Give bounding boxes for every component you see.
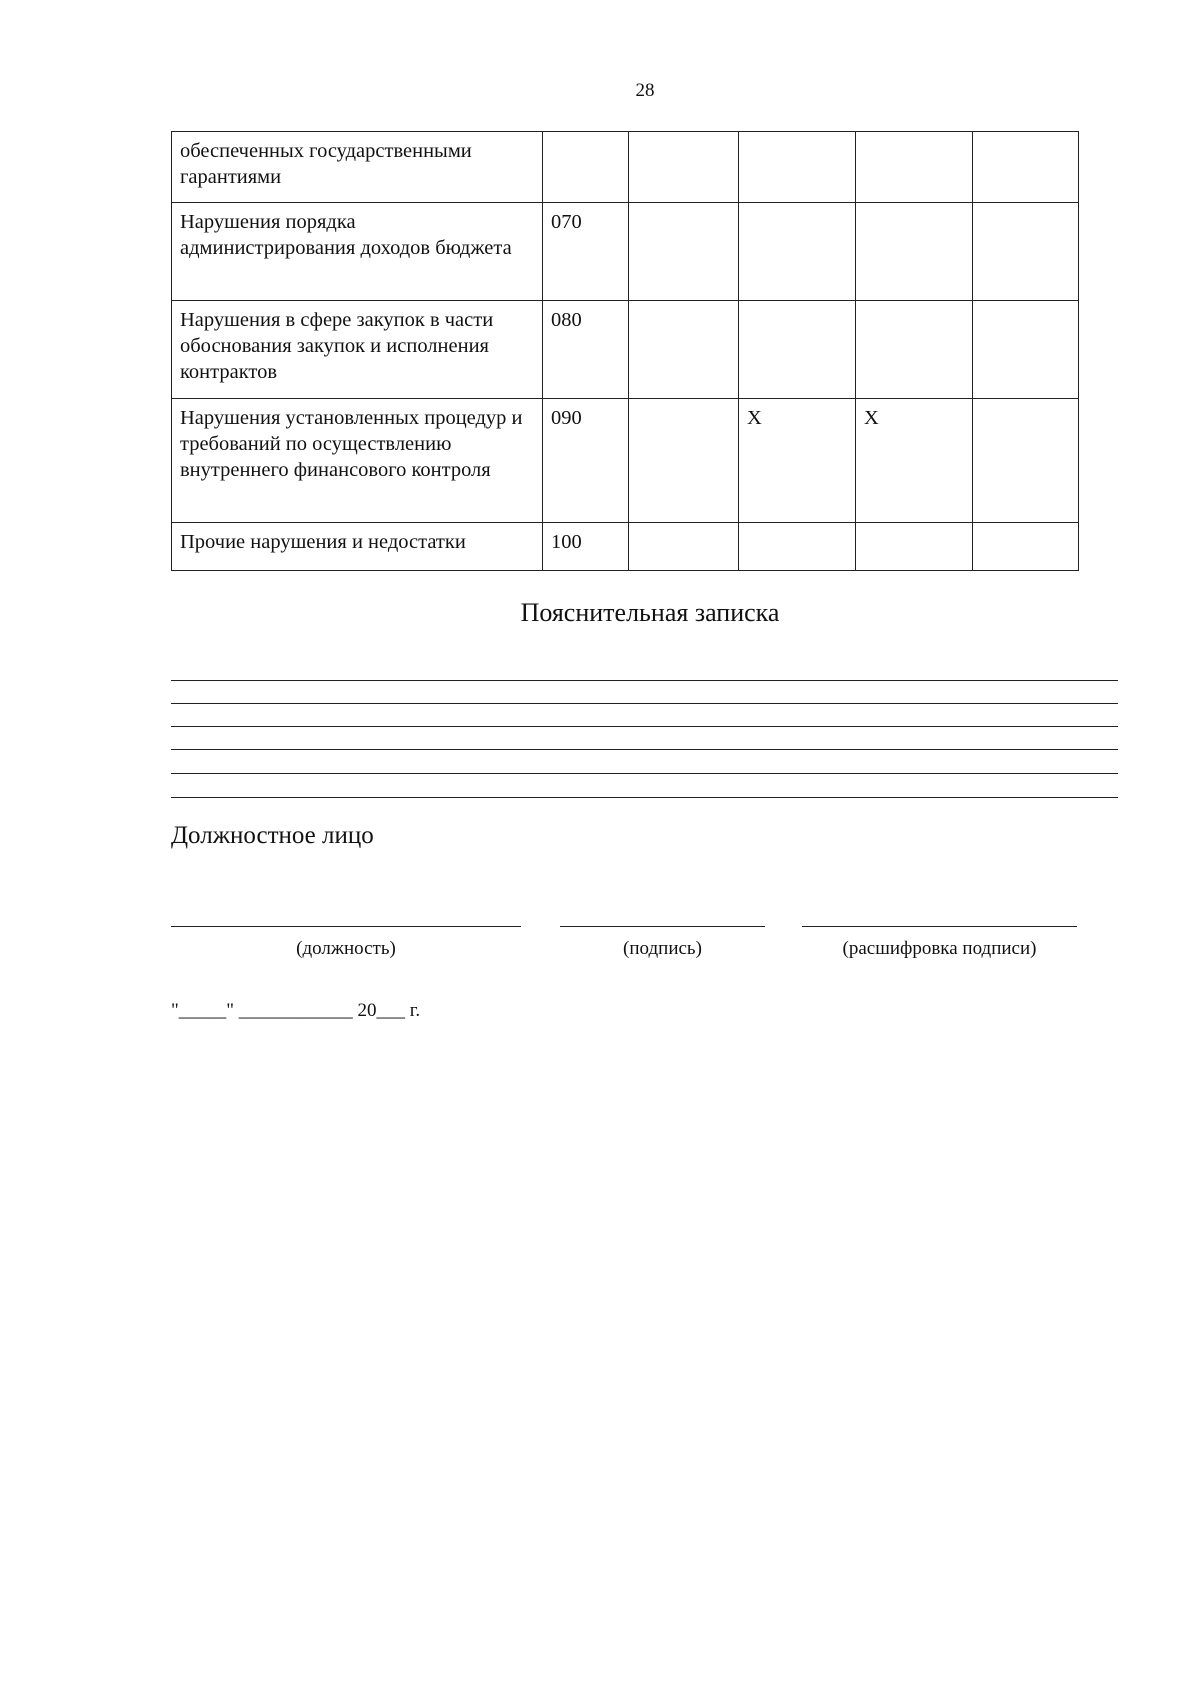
row-code <box>543 132 629 203</box>
row-description: Прочие нарушения и недостатки <box>172 523 543 571</box>
row-description: обеспеченных государственными гарантиями <box>172 132 543 203</box>
row-cell <box>973 301 1079 399</box>
row-code: 070 <box>543 203 629 301</box>
row-cell <box>856 132 973 203</box>
row-cell <box>629 523 739 571</box>
row-cell <box>629 132 739 203</box>
explanatory-note-title: Пояснительная записка <box>520 598 780 627</box>
row-cell <box>629 301 739 399</box>
violations-table <box>171 131 1079 571</box>
table-row <box>172 399 1079 523</box>
date-line: "_____" ____________ 20___ г. <box>171 1000 421 1021</box>
row-cell <box>629 203 739 301</box>
row-cell <box>629 399 739 523</box>
table-row <box>172 203 1079 301</box>
signature-caption: (подпись) <box>623 938 702 959</box>
row-cell <box>973 203 1079 301</box>
official-title: Должностное лицо <box>171 822 374 849</box>
position-line <box>171 926 521 927</box>
row-description: Нарушения порядка администрирования доходов бюджета <box>172 203 543 301</box>
row-cell <box>973 132 1079 203</box>
signature-line <box>560 926 765 927</box>
row-cell <box>973 523 1079 571</box>
note-line <box>171 703 1118 704</box>
note-line <box>171 726 1118 727</box>
table-row <box>172 132 1079 203</box>
row-cell <box>739 523 856 571</box>
note-line <box>171 773 1118 774</box>
page-number: 28 <box>635 80 655 101</box>
row-cell <box>739 132 856 203</box>
table-row <box>172 523 1079 571</box>
row-description: Нарушения в сфере закупок в части обоснования закупок и исполнения контрактов <box>172 301 543 399</box>
note-line <box>171 797 1118 798</box>
row-cell <box>739 301 856 399</box>
row-description: Нарушения установленных процедур и требований по осуществлению внутреннего финансового контроля <box>172 399 543 523</box>
row-cell-mark: X <box>856 399 973 523</box>
table-row <box>172 301 1079 399</box>
note-line <box>171 749 1118 750</box>
position-caption: (должность) <box>296 938 396 959</box>
row-code: 090 <box>543 399 629 523</box>
row-cell <box>739 203 856 301</box>
note-line <box>171 680 1118 681</box>
decoding-caption: (расшифровка подписи) <box>842 938 1037 959</box>
row-cell-mark: X <box>739 399 856 523</box>
row-cell <box>856 203 973 301</box>
row-cell <box>856 301 973 399</box>
decoding-line <box>802 926 1077 927</box>
row-cell <box>856 523 973 571</box>
row-cell <box>973 399 1079 523</box>
row-code: 080 <box>543 301 629 399</box>
row-code: 100 <box>543 523 629 571</box>
